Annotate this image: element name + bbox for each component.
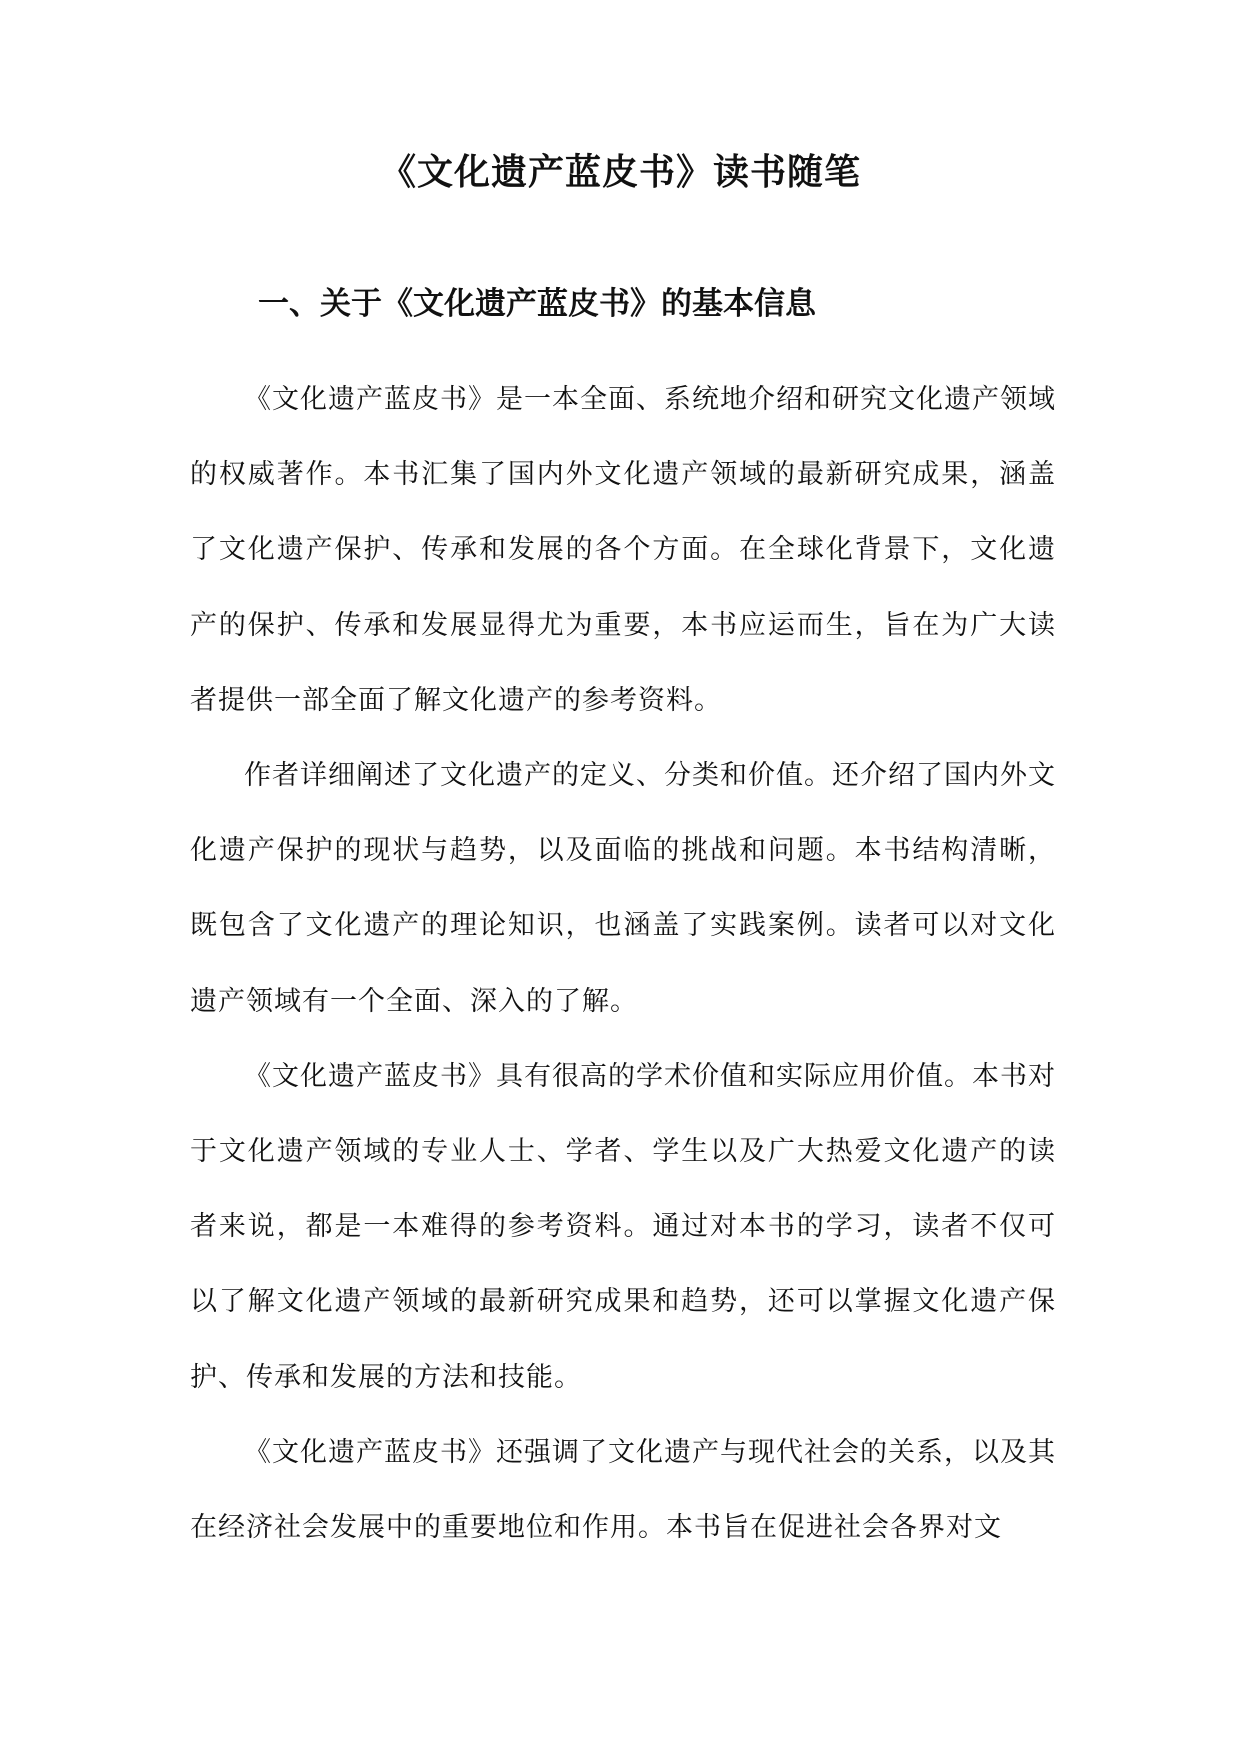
paragraph-2: 作者详细阐述了文化遗产的定义、分类和价值。还介绍了国内外文化遗产保护的现状与趋势，以及面临的挑战和问题。本书结构清晰，既包含了文化遗产的理论知识，也涵盖了实践案例。读者可以对文化遗产领域有一个全面、深入的了解。 [190,760,1056,1017]
paragraph-1: 《文化遗产蓝皮书》是一本全面、系统地介绍和研究文化遗产领域的权威著作。本书汇集了国内外文化遗产领域的最新研究成果，涵盖了文化遗产保护、传承和发展的各个方面。在全球化背景下，文化遗产的保护、传承和发展显得尤为重要，本书应运而生，旨在为广大读者提供一部全面了解文化遗产的参考资料。 [190,384,1056,716]
section-heading: 一、关于《文化遗产蓝皮书》的基本信息 [258,286,816,322]
document-title: 《文化遗产蓝皮书》读书随笔 [379,151,861,193]
paragraph-4: 《文化遗产蓝皮书》还强调了文化遗产与现代社会的关系，以及其在经济社会发展中的重要地位和作用。本书旨在促进社会各界对文 [190,1436,1056,1544]
paragraph-3: 《文化遗产蓝皮书》具有很高的学术价值和实际应用价值。本书对于文化遗产领域的专业人士、学者、学生以及广大热爱文化遗产的读者来说，都是一本难得的参考资料。通过对本书的学习，读者不仅可以了解文化遗产领域的最新研究成果和趋势，还可以掌握文化遗产保护、传承和发展的方法和技能。 [190,1060,1056,1393]
body-text [190,362,1056,1565]
